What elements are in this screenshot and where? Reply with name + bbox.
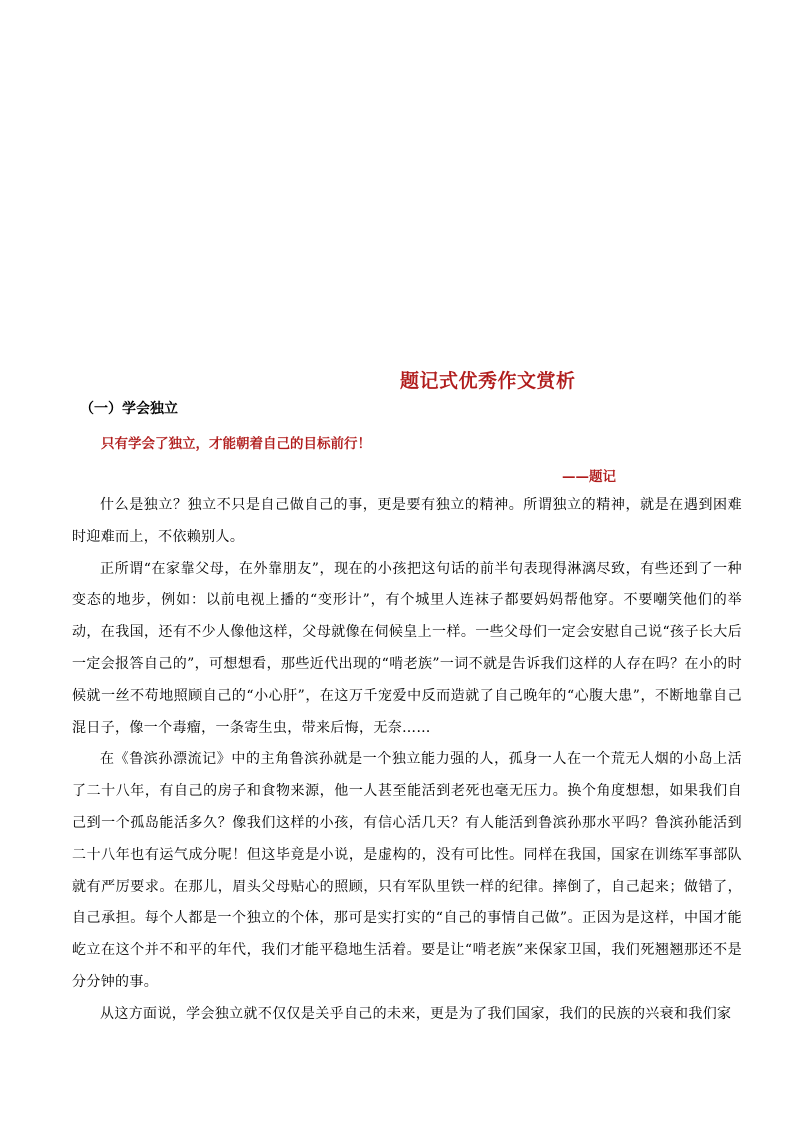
paragraph-2: 正所谓“在家靠父母，在外靠朋友”，现在的小孩把这句话的前半句表现得淋漓尽致，有些还到了一种变态的地步，例如：以前电视上播的“变形计”，有个城里人连袜子都要妈妈帮他穿。不要嘲笑他们的举动，在我国，还有不少人像他这样，父母就像在伺候皇上一样。一些父母们一定会安慰自己说“孩子长大后一定会报答自己的”，可想想看，那些近代出现的“啃老族”一词不就是告诉我们这样的人存在吗？在小的时候就一丝不苟地照顾自己的“小心肝”，在这万千宠爱中反而造就了自己晚年的“心腹大患”，不断地靠自己混日子，像一个毒瘤，一条寄生虫，带来后悔，无奈…… [72, 560, 742, 736]
epigraph-attribution: ——题记 [562, 469, 616, 485]
essay-body [72, 490, 742, 1031]
document-title: 题记式优秀作文赏析 [400, 370, 576, 392]
section-heading: （一）学会独立 [80, 401, 178, 417]
paragraph-4: 从这方面说，学会独立就不仅仅是关乎自己的未来，更是为了我们国家，我们的民族的兴衰和我们家 [100, 1005, 732, 1022]
epigraph-quote: 只有学会了独立，才能朝着自己的目标前行！ [101, 436, 371, 452]
paragraph-1: 什么是独立？独立不只是自己做自己的事，更是要有独立的精神。所谓独立的精神，就是在遇到困难时迎难而上，不依赖别人。 [72, 497, 742, 545]
paragraph-3: 在《鲁滨孙漂流记》中的主角鲁滨孙就是一个独立能力强的人，孤身一人在一个荒无人烟的小岛上活了二十八年，有自己的房子和食物来源，他一人甚至能活到老死也毫无压力。换个角度想想，如果我们自己到一个孤岛能活多久？像我们这样的小孩，有信心活几天？有人能活到鲁滨孙那水平吗？鲁滨孙能活到二十八年也有运气成分呢！但这毕竟是小说，是虚构的，没有可比性。同样在我国，国家在训练军事部队就有严厉要求。在那儿，眉头父母贴心的照顾，只有军队里铁一样的纪律。摔倒了，自己起来；做错了，自己承担。每个人都是一个独立的个体，那可是实打实的“自己的事情自己做”。正因为是这样，中国才能屹立在这个并不和平的年代，我们才能平稳地生活着。要是让“啃老族”来保家卫国，我们死翘翘那还不是分分钟的事。 [72, 751, 742, 990]
